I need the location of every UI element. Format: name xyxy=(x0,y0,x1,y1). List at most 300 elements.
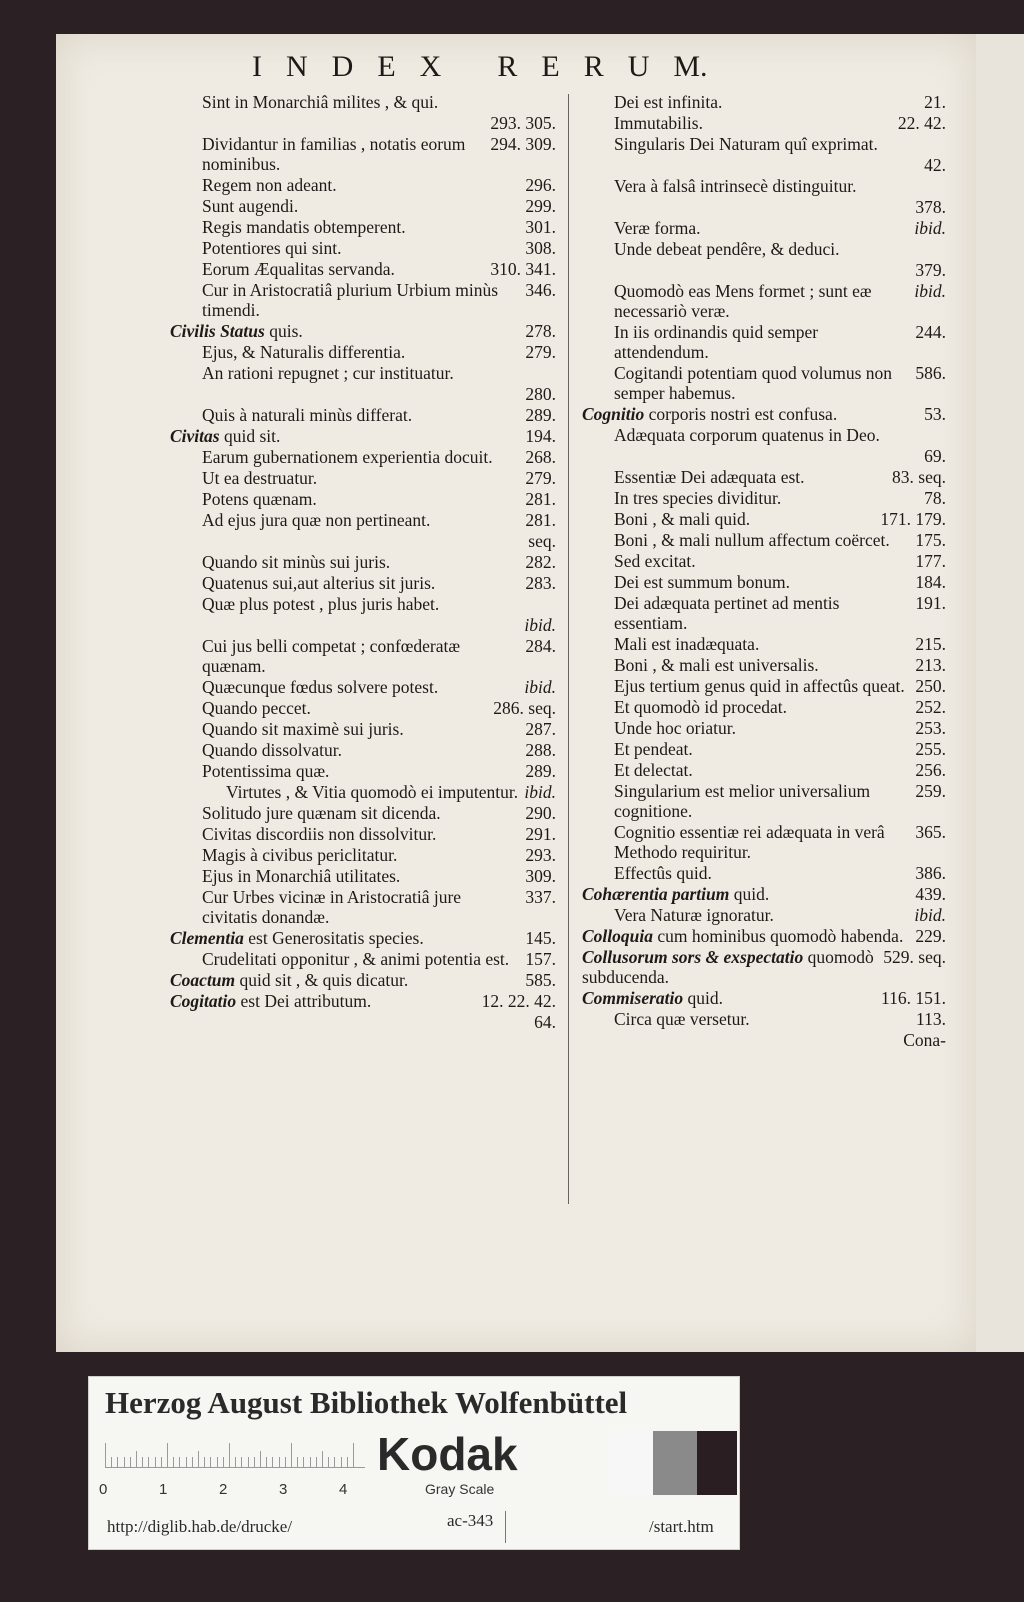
index-entry xyxy=(582,781,946,821)
index-entry xyxy=(170,866,556,886)
ruler-tick xyxy=(167,1443,168,1467)
ruler-tick xyxy=(198,1451,199,1467)
entry-text: Ad ejus jura quæ non pertineant. xyxy=(202,510,431,530)
header-letter: M. xyxy=(673,50,708,83)
index-keyword: Civitas xyxy=(170,426,220,446)
page-reference: 268. xyxy=(525,447,556,467)
index-entry xyxy=(582,322,946,362)
index-entry xyxy=(582,239,946,259)
entry-text: Ejus tertium genus quid in affectûs queat. xyxy=(614,676,905,696)
entry-text: In tres species dividitur. xyxy=(614,488,782,508)
index-keyword: Cohærentia partium xyxy=(582,884,730,904)
header-letter: X xyxy=(419,50,442,83)
ruler-tick xyxy=(279,1457,280,1467)
header-letter: E xyxy=(541,50,560,83)
entry-text: Boni , & mali est universalis. xyxy=(614,655,819,675)
page-reference: 215. xyxy=(915,634,946,654)
index-entry xyxy=(170,573,556,593)
entry-text: Quando peccet. xyxy=(202,698,311,718)
library-name: Herzog August Bibliothek Wolfenbüttel xyxy=(105,1385,628,1420)
index-entry xyxy=(582,926,946,946)
entry-text: Circa quæ versetur. xyxy=(614,1009,750,1029)
ruler-tick xyxy=(217,1457,218,1467)
index-entry xyxy=(170,782,556,802)
entry-text: est Generositatis species. xyxy=(243,928,424,948)
index-entry xyxy=(582,593,946,633)
index-entry xyxy=(582,425,946,445)
entry-text: Unde hoc oriatur. xyxy=(614,718,736,738)
page-reference: 529. seq. xyxy=(883,947,946,967)
entry-text: cum hominibus quomodò habenda. xyxy=(653,926,904,946)
ruler-tick xyxy=(186,1457,187,1467)
entry-text: Cur in Aristocratiâ plurium Urbium minùs timendi. xyxy=(202,280,499,320)
ruler-tick xyxy=(111,1457,112,1467)
entry-text: Quando dissolvatur. xyxy=(202,740,342,760)
ruler-tick xyxy=(285,1457,286,1467)
page-reference: 337. xyxy=(525,887,556,907)
entry-text: Ejus, & Naturalis differentia. xyxy=(202,342,406,362)
index-entry xyxy=(582,155,946,175)
ruler-tick xyxy=(347,1457,348,1467)
page-reference: 294. 309. xyxy=(490,134,556,154)
ruler-tick xyxy=(204,1457,205,1467)
index-entry xyxy=(582,530,946,550)
index-entry xyxy=(582,488,946,508)
page-reference: 78. xyxy=(924,488,946,508)
entry-text: Crudelitati opponitur , & animi potentia est. xyxy=(202,949,510,969)
entry-text: Boni , & mali nullum affectum coërcet. xyxy=(614,530,890,550)
page-reference: 145. xyxy=(525,928,556,948)
entry-text: Quæ plus potest , plus juris habet. xyxy=(202,594,440,614)
header-letter: E xyxy=(377,50,396,83)
index-entry xyxy=(170,134,556,174)
gray-swatch xyxy=(653,1431,697,1495)
header-letter: R xyxy=(583,50,604,83)
shelf-code: ac-343 xyxy=(447,1511,506,1543)
gray-swatches xyxy=(609,1431,737,1495)
index-entry xyxy=(582,467,946,487)
start-path: /start.htm xyxy=(649,1517,714,1536)
index-entry xyxy=(170,531,556,551)
adjacent-page-edge xyxy=(976,34,1024,1352)
page-reference: 301. xyxy=(525,217,556,237)
entry-text: Quatenus sui,aut alterius sit juris. xyxy=(202,573,436,593)
header-letter: I xyxy=(252,50,262,83)
index-entry xyxy=(582,760,946,780)
running-header xyxy=(252,50,902,84)
entry-text: Singularium est melior universalium cognitione. xyxy=(614,781,871,821)
ruler-tick xyxy=(266,1457,267,1467)
ruler-tick xyxy=(142,1457,143,1467)
page-reference: 256. xyxy=(915,760,946,780)
entry-text: Et quomodò id procedat. xyxy=(614,697,788,717)
page-reference: 290. xyxy=(525,803,556,823)
entry-text: quis. xyxy=(264,321,303,341)
index-entry xyxy=(582,218,946,238)
page-reference: 386. xyxy=(915,863,946,883)
page-reference: 287. xyxy=(525,719,556,739)
page-reference: 229. xyxy=(915,926,946,946)
entry-text: Potentissima quæ. xyxy=(202,761,330,781)
entry-text: Regis mandatis obtemperent. xyxy=(202,217,406,237)
entry-text: Et pendeat. xyxy=(614,739,693,759)
entry-text: Ut ea destruatur. xyxy=(202,468,318,488)
index-entry xyxy=(582,676,946,696)
page-reference: 299. xyxy=(525,196,556,216)
index-entry xyxy=(582,176,946,196)
index-entry xyxy=(170,510,556,530)
page-reference: 255. xyxy=(915,739,946,759)
page-reference: 289. xyxy=(525,761,556,781)
index-entry xyxy=(170,887,556,927)
index-entry xyxy=(582,572,946,592)
page-reference: 585. xyxy=(525,970,556,990)
page-reference: 282. xyxy=(525,552,556,572)
entry-text: Vera Naturæ ignoratur. xyxy=(614,905,774,925)
index-entry xyxy=(170,698,556,718)
page-reference: 283. xyxy=(525,573,556,593)
index-entry xyxy=(170,636,556,676)
index-entry xyxy=(170,1012,556,1032)
entry-text: Potens quænam. xyxy=(202,489,317,509)
page-reference: 69. xyxy=(924,446,946,466)
page-reference: 281. xyxy=(525,489,556,509)
page-reference: ibid. xyxy=(524,615,556,635)
index-entry xyxy=(582,260,946,280)
index-entry xyxy=(170,991,556,1011)
page-reference: 253. xyxy=(915,718,946,738)
index-entry xyxy=(582,947,946,987)
page-reference: ibid. xyxy=(914,281,946,301)
ruler-tick xyxy=(334,1457,335,1467)
page-reference: Cona- xyxy=(903,1030,946,1050)
page-reference: 293. 305. xyxy=(490,113,556,133)
page-reference: 213. xyxy=(915,655,946,675)
index-entry xyxy=(170,280,556,320)
header-letter: R xyxy=(497,50,518,83)
entry-text: quid sit. xyxy=(219,426,281,446)
index-entry xyxy=(170,405,556,425)
index-entry xyxy=(170,845,556,865)
ruler-tick xyxy=(223,1457,224,1467)
index-entry xyxy=(170,426,556,446)
page-reference: 252. xyxy=(915,697,946,717)
page-reference: 184. xyxy=(915,572,946,592)
index-entry xyxy=(582,446,946,466)
entry-text: Ejus in Monarchiâ utilitates. xyxy=(202,866,401,886)
ruler-tick xyxy=(130,1457,131,1467)
index-entry xyxy=(170,594,556,614)
index-entry xyxy=(582,1009,946,1029)
index-entry xyxy=(170,384,556,404)
ruler-tick xyxy=(322,1451,323,1467)
index-entry xyxy=(582,509,946,529)
index-entry xyxy=(170,196,556,216)
index-column-right xyxy=(582,92,946,1051)
index-entry xyxy=(170,175,556,195)
entry-text: Dividantur in familias , notatis eorum nominibus. xyxy=(202,134,466,174)
page-reference: ibid. xyxy=(914,218,946,238)
page-reference: ibid. xyxy=(524,782,556,802)
ruler-tick xyxy=(310,1457,311,1467)
entry-text: Adæquata corporum quatenus in Deo. xyxy=(614,425,880,445)
ruler-tick xyxy=(192,1457,193,1467)
entry-text: Quando sit maximè sui juris. xyxy=(202,719,404,739)
ruler-tick xyxy=(148,1457,149,1467)
ruler-tick xyxy=(254,1457,255,1467)
index-entry xyxy=(582,1030,946,1050)
page-reference: 288. xyxy=(525,740,556,760)
gray-swatch xyxy=(697,1431,737,1495)
index-entry xyxy=(582,92,946,112)
index-entry xyxy=(170,740,556,760)
index-entry xyxy=(582,884,946,904)
ruler-number: 1 xyxy=(159,1481,168,1498)
page-reference: ibid. xyxy=(524,677,556,697)
entry-text: Quæcunque fœdus solvere potest. xyxy=(202,677,439,697)
ruler-tick xyxy=(291,1443,292,1467)
entry-text: quomodò subducenda. xyxy=(582,947,874,987)
index-entry xyxy=(582,905,946,925)
page-reference: 346. xyxy=(525,280,556,300)
ruler-tick xyxy=(105,1443,106,1467)
page-reference: 310. 341. xyxy=(490,259,556,279)
index-entry xyxy=(582,655,946,675)
entry-text: Cognitio essentiæ rei adæquata in verâ Methodo requiritur. xyxy=(614,822,885,862)
ruler-tick xyxy=(155,1457,156,1467)
entry-text: Veræ forma. xyxy=(614,218,701,238)
page-reference: 175. xyxy=(915,530,946,550)
header-letter: U xyxy=(627,50,650,83)
page-reference: 284. xyxy=(525,636,556,656)
page-reference: seq. xyxy=(528,531,556,551)
page-reference: 289. xyxy=(525,405,556,425)
page-reference: 280. xyxy=(525,384,556,404)
entry-text: Essentiæ Dei adæquata est. xyxy=(614,467,805,487)
page-reference: 286. seq. xyxy=(493,698,556,718)
index-entry xyxy=(170,489,556,509)
header-letter: N xyxy=(286,50,308,83)
index-entry xyxy=(170,970,556,990)
index-entry xyxy=(170,238,556,258)
entry-text: Regem non adeant. xyxy=(202,175,337,195)
ruler-number: 3 xyxy=(279,1481,288,1498)
entry-text: Singularis Dei Naturam quî exprimat. xyxy=(614,134,878,154)
page-reference: ibid. xyxy=(914,905,946,925)
entry-text: Virtutes , & Vitia quomodò ei imputentur. xyxy=(226,782,519,802)
ruler-tick xyxy=(303,1457,304,1467)
page-reference: 171. 179. xyxy=(880,509,946,529)
index-entry xyxy=(170,803,556,823)
index-entry xyxy=(582,697,946,717)
page-reference: 157. xyxy=(525,949,556,969)
page-reference: 113. xyxy=(916,1009,946,1029)
entry-text: Quis à naturali minùs differat. xyxy=(202,405,413,425)
entry-text: est Dei attributum. xyxy=(236,991,372,1011)
index-entry xyxy=(582,113,946,133)
entry-text: Quando sit minùs sui juris. xyxy=(202,552,391,572)
index-keyword: Cogitatio xyxy=(170,991,237,1011)
entry-text: Et delectat. xyxy=(614,760,693,780)
entry-text: Cui jus belli competat ; confœderatæ quænam. xyxy=(202,636,461,676)
page-reference: 379. xyxy=(915,260,946,280)
ruler-tick xyxy=(124,1457,125,1467)
index-entry xyxy=(170,363,556,383)
page-reference: 293. xyxy=(525,845,556,865)
index-entry xyxy=(170,92,556,112)
ruler-tick xyxy=(161,1457,162,1467)
index-entry xyxy=(170,342,556,362)
index-entry xyxy=(582,281,946,321)
index-entry xyxy=(170,949,556,969)
page-reference: 244. xyxy=(915,322,946,342)
page-reference: 83. seq. xyxy=(892,467,946,487)
page-reference: 191. xyxy=(915,593,946,613)
entry-text: Potentiores qui sint. xyxy=(202,238,342,258)
index-keyword: Colloquia xyxy=(582,926,653,946)
page-reference: 194. xyxy=(525,426,556,446)
page-reference: 439. xyxy=(915,884,946,904)
entry-text: Earum gubernationem experientia docuit. xyxy=(202,447,493,467)
index-entry xyxy=(170,719,556,739)
entry-text: Civitas discordiis non dissolvitur. xyxy=(202,824,437,844)
entry-text: Effectûs quid. xyxy=(614,863,712,883)
index-entry xyxy=(170,447,556,467)
entry-text: In iis ordinandis quid semper attendendum. xyxy=(614,322,819,362)
index-entry xyxy=(582,134,946,154)
ruler-tick xyxy=(241,1457,242,1467)
entry-text: Dei est infinita. xyxy=(614,92,723,112)
index-entry xyxy=(582,739,946,759)
entry-text: Immutabilis. xyxy=(614,113,703,133)
index-keyword: Coactum xyxy=(170,970,236,990)
ruler-tick xyxy=(272,1457,273,1467)
page-reference: 12. 22. 42. xyxy=(481,991,556,1011)
page-reference: 586. xyxy=(915,363,946,383)
index-entry xyxy=(170,761,556,781)
index-entry xyxy=(170,677,556,697)
index-entry xyxy=(582,863,946,883)
index-entry xyxy=(170,928,556,948)
index-keyword: Commiseratio xyxy=(582,988,684,1008)
gray-swatch xyxy=(609,1431,653,1495)
entry-text: Mali est inadæquata. xyxy=(614,634,760,654)
index-keyword: Civilis Status xyxy=(170,321,265,341)
entry-text: Solitudo jure quænam sit dicenda. xyxy=(202,803,441,823)
page-reference: 177. xyxy=(915,551,946,571)
index-entry xyxy=(170,552,556,572)
entry-text: quid sit , & quis dicatur. xyxy=(235,970,409,990)
ruler-tick xyxy=(260,1451,261,1467)
ruler-tick xyxy=(117,1457,118,1467)
index-entry xyxy=(170,321,556,341)
index-entry xyxy=(582,363,946,403)
ruler-number: 2 xyxy=(219,1481,228,1498)
page-reference: 42. xyxy=(924,155,946,175)
entry-text: Dei est summum bonum. xyxy=(614,572,790,592)
page-reference: 279. xyxy=(525,468,556,488)
ruler-tick xyxy=(136,1451,137,1467)
entry-text: Unde debeat pendêre, & deduci. xyxy=(614,239,840,259)
index-entry xyxy=(170,259,556,279)
index-entry xyxy=(582,551,946,571)
entry-text: Vera à falsâ intrinsecè distinguitur. xyxy=(614,176,857,196)
ruler-tick xyxy=(229,1443,230,1467)
page-reference: 365. xyxy=(915,822,946,842)
index-entry xyxy=(170,217,556,237)
ruler-tick xyxy=(179,1457,180,1467)
page-reference: 250. xyxy=(915,676,946,696)
column-divider xyxy=(568,94,569,1204)
index-entry xyxy=(582,634,946,654)
index-entry xyxy=(170,615,556,635)
ruler-number: 0 xyxy=(99,1481,108,1498)
ruler-tick xyxy=(248,1457,249,1467)
index-entry xyxy=(582,718,946,738)
index-entry xyxy=(582,197,946,217)
page-reference: 378. xyxy=(915,197,946,217)
ruler-tick xyxy=(316,1457,317,1467)
entry-text: Sunt augendi. xyxy=(202,196,299,216)
entry-text: Dei adæquata pertinet ad mentis essentiam. xyxy=(614,593,840,633)
ruler-tick xyxy=(353,1443,354,1467)
page-reference: 281. xyxy=(525,510,556,530)
kodak-logo: Kodak xyxy=(377,1428,518,1480)
entry-text: Eorum Æqualitas servanda. xyxy=(202,259,395,279)
entry-text: quid. xyxy=(729,884,770,904)
page-reference: 279. xyxy=(525,342,556,362)
ruler-number: 4 xyxy=(339,1481,348,1498)
index-keyword: Clementia xyxy=(170,928,244,948)
page-reference: 259. xyxy=(915,781,946,801)
scale-ruler xyxy=(105,1441,365,1468)
page-reference: 64. xyxy=(534,1012,556,1032)
page-reference: 309. xyxy=(525,866,556,886)
index-keyword: Cognitio xyxy=(582,404,645,424)
gray-scale-label: Gray Scale xyxy=(425,1481,495,1497)
index-column-left xyxy=(170,92,556,1033)
page-reference: 22. 42. xyxy=(897,113,946,133)
library-target-card xyxy=(88,1376,740,1550)
entry-text: Quomodò eas Mens formet ; sunt eæ necessariò veræ. xyxy=(614,281,872,321)
page-reference: 291. xyxy=(525,824,556,844)
page-reference: 53. xyxy=(924,404,946,424)
page-reference: 116. 151. xyxy=(881,988,946,1008)
entry-text: Cur Urbes vicinæ in Aristocratiâ jure civitatis donandæ. xyxy=(202,887,462,927)
index-keyword: Collusorum sors & exspectatio xyxy=(582,947,804,967)
ruler-tick xyxy=(235,1457,236,1467)
page-reference: 296. xyxy=(525,175,556,195)
entry-text: corporis nostri est confusa. xyxy=(644,404,838,424)
index-entry xyxy=(170,113,556,133)
entry-text: An rationi repugnet ; cur instituatur. xyxy=(202,363,454,383)
ruler-tick xyxy=(210,1457,211,1467)
entry-text: Boni , & mali quid. xyxy=(614,509,751,529)
header-letter: D xyxy=(331,50,354,83)
entry-text: Magis à civibus periclitatur. xyxy=(202,845,398,865)
page-reference: 21. xyxy=(924,92,946,112)
entry-text: Cogitandi potentiam quod volumus non semper habemus. xyxy=(614,363,893,403)
index-entry xyxy=(170,468,556,488)
page-reference: 278. xyxy=(525,321,556,341)
entry-text: Sed excitat. xyxy=(614,551,696,571)
index-entry xyxy=(170,824,556,844)
entry-text: quid. xyxy=(683,988,723,1008)
source-url: http://diglib.hab.de/drucke/ xyxy=(107,1517,293,1536)
page-reference: 308. xyxy=(525,238,556,258)
ruler-tick xyxy=(297,1457,298,1467)
entry-text: Sint in Monarchiâ milites , & qui. xyxy=(202,92,439,112)
